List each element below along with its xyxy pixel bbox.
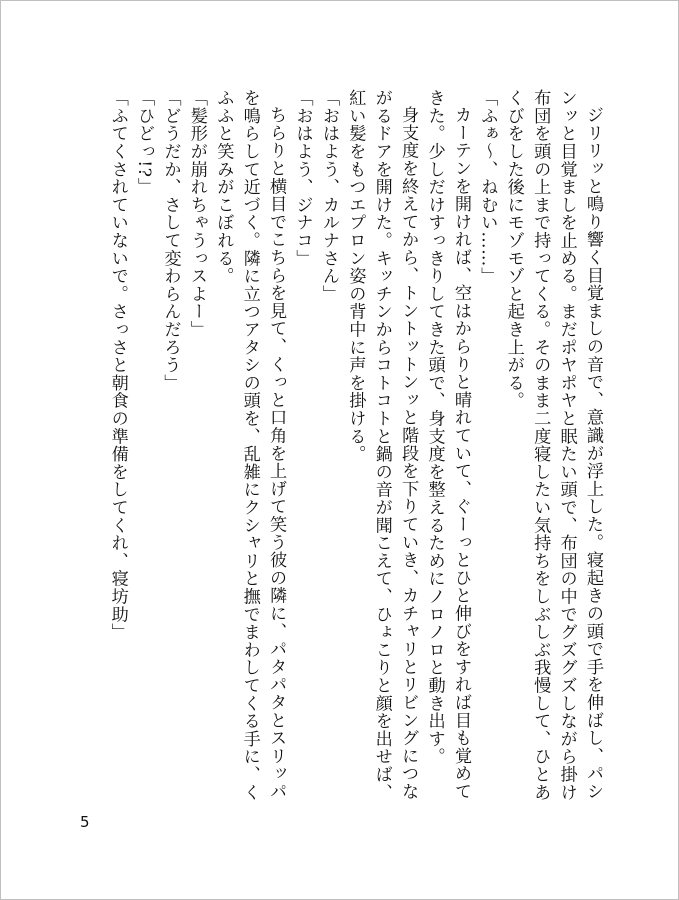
dialogue-line-3: 「おはよう、ジナコ」 [292,89,313,267]
dialogue-line-4: 「髪形が崩れちゃうっスよー」 [186,89,207,339]
dialogue-line-2: 「おはよう、カルナさん」 [318,89,339,303]
paragraph-2: カーテンを開ければ、空はからりと晴れていて、ぐーっとひと伸びをすれば目も覚めてきた。少しだけすっきりしてきた頭で、身支度を整えるためにノロノロと動き出す。 [424,89,471,801]
paragraph-3: 身支度を終えてから、トントットンッと階段を下りていき、カチャリとリビングにつながるドアを開けた。キッチンからコトコトと鍋の音が聞こえて、ひょこりと顔を出せば、紅い髪をもつエプロン姿の背中に声を掛ける。 [345,89,419,801]
dialogue-line-7: 「ふてくされていないで。さっさと朝食の準備をしてくれ、寝坊助」 [107,89,128,641]
dialogue-line-5: 「どうだか、さして変わらんだろう」 [160,89,181,392]
vertical-text-body [46,89,606,809]
dialogue-line-1: 「ふぁ〜、ねむい……」 [477,89,498,285]
dialogue-line-6: 「ひどっ!?」 [134,89,155,196]
page-number: 5 [80,813,90,831]
paragraph-1: ジリリッと鳴り響く目覚ましの音で、意識が浮上した。寝起きの頭で手を伸ばし、パシンッと目覚ましを止める。まだポヤポヤと眠たい頭で、布団の中でグズグズしながら掛け布団を頭の上まで持ってくる。そのまま二度寝したい気持ちをしぶしぶ我慢して、ひとあくびをした後にモゾモゾと起き上がる。 [503,89,603,801]
paragraph-4: ちらりと横目でこちらを見て、くっと口角を上げて笑う彼の隣に、パタパタとスリッパを鳴らして近づく。隣に立つアタシの頭を、乱雑にクシャリと撫でまわしてくる手に、くふふと笑みがこぼれる。 [213,89,287,801]
